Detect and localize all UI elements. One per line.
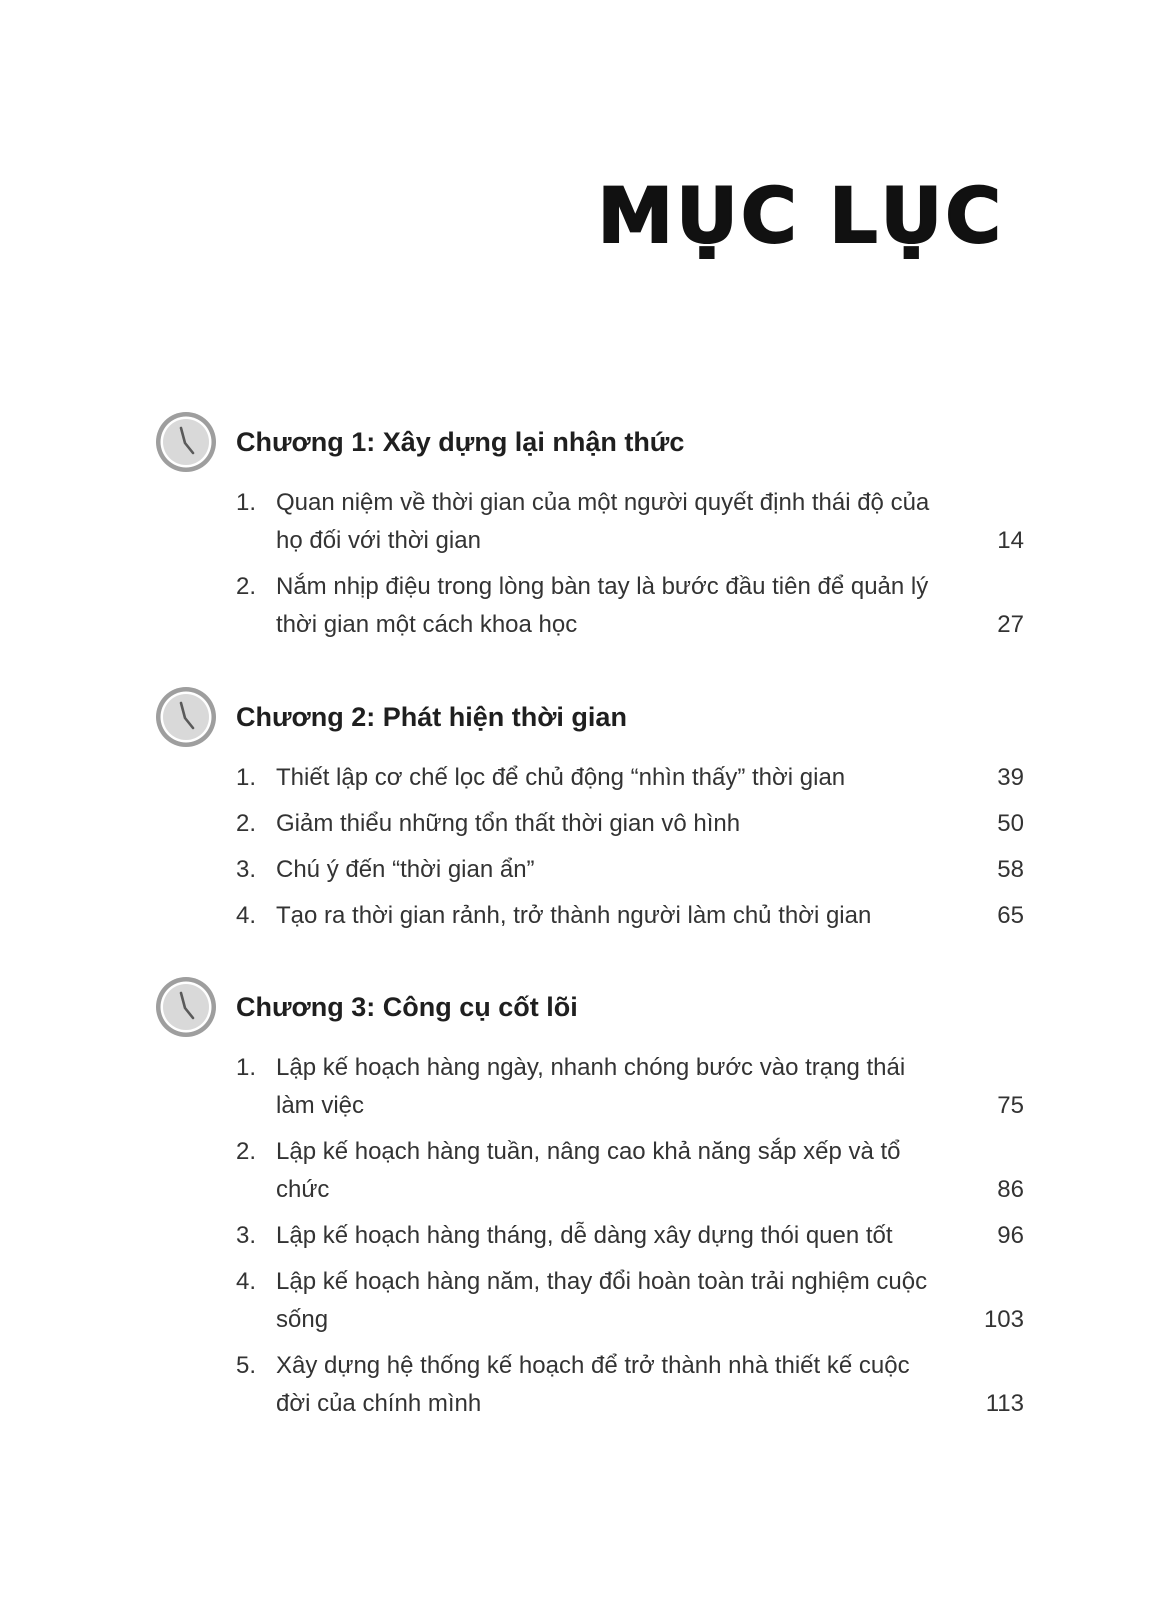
entry-number: 4. bbox=[236, 1268, 257, 1295]
entry-page-number: 50 bbox=[997, 810, 1024, 837]
entry-number: 1. bbox=[236, 1054, 257, 1081]
chapter-title: Chương 3: Công cụ cốt lõi bbox=[236, 992, 578, 1022]
page-title: MỤC LỤC bbox=[597, 171, 1004, 260]
entry-page-number: 39 bbox=[997, 764, 1024, 791]
entry-page-number: 14 bbox=[997, 527, 1024, 554]
entry-number: 1. bbox=[236, 489, 257, 516]
toc-entry[interactable] bbox=[0, 568, 1166, 644]
entry-title: Chú ý đến “thời gian ẩn” bbox=[276, 856, 535, 883]
toc-entry[interactable] bbox=[0, 1347, 1166, 1423]
toc-entry[interactable] bbox=[0, 759, 1166, 797]
entry-title: Giảm thiểu những tổn thất thời gian vô hình bbox=[276, 810, 741, 837]
entry-title: Nắm nhịp điệu trong lòng bàn tay là bước đầu tiên để quản lý thời gian một cách khoa học bbox=[276, 573, 929, 638]
clock-icon bbox=[154, 975, 218, 1039]
entry-page-number: 58 bbox=[997, 856, 1024, 883]
chapter-header bbox=[0, 685, 1166, 749]
entry-number: 2. bbox=[236, 810, 257, 837]
entry-number: 4. bbox=[236, 902, 257, 929]
entry-number: 2. bbox=[236, 573, 257, 600]
toc-entry[interactable] bbox=[0, 1263, 1166, 1339]
entry-title: Quan niệm về thời gian của một người quyết định thái độ của họ đối với thời gian bbox=[276, 489, 930, 554]
entry-number: 1. bbox=[236, 764, 257, 791]
chapter-title: Chương 2: Phát hiện thời gian bbox=[236, 702, 627, 732]
entry-title: Tạo ra thời gian rảnh, trở thành người làm chủ thời gian bbox=[276, 902, 872, 929]
entry-title: Lập kế hoạch hàng tuần, nâng cao khả năng sắp xếp và tổ chức bbox=[276, 1138, 901, 1203]
toc-entry[interactable] bbox=[0, 1133, 1166, 1209]
chapter-3 bbox=[0, 975, 1166, 1417]
entry-page-number: 113 bbox=[985, 1390, 1024, 1417]
toc-entry[interactable] bbox=[0, 805, 1166, 843]
chapter-header bbox=[0, 410, 1166, 474]
entry-page-number: 103 bbox=[983, 1306, 1024, 1333]
entry-page-number: 86 bbox=[997, 1176, 1024, 1203]
chapter-title: Chương 1: Xây dựng lại nhận thức bbox=[236, 427, 685, 457]
entry-page-number: 27 bbox=[997, 611, 1024, 638]
chapter-header bbox=[0, 975, 1166, 1039]
entry-number: 2. bbox=[236, 1138, 257, 1165]
entry-number: 5. bbox=[236, 1352, 257, 1379]
clock-icon bbox=[154, 685, 218, 749]
entry-title: Lập kế hoạch hàng năm, thay đổi hoàn toàn trải nghiệm cuộc sống bbox=[276, 1268, 928, 1333]
chapter-1 bbox=[0, 410, 1166, 638]
entry-page-number: 75 bbox=[997, 1092, 1024, 1119]
toc-entry[interactable] bbox=[0, 1049, 1166, 1125]
entry-title: Xây dựng hệ thống kế hoạch để trở thành nhà thiết kế cuộc đời của chính mình bbox=[276, 1352, 910, 1417]
toc-entry[interactable] bbox=[0, 1217, 1166, 1255]
entry-title: Lập kế hoạch hàng tháng, dễ dàng xây dựng thói quen tốt bbox=[276, 1222, 893, 1249]
entry-number: 3. bbox=[236, 1222, 257, 1249]
toc-entry[interactable] bbox=[0, 851, 1166, 889]
entry-page-number: 65 bbox=[997, 902, 1024, 929]
chapter-2 bbox=[0, 685, 1166, 929]
entry-page-number: 96 bbox=[997, 1222, 1024, 1249]
entry-number: 3. bbox=[236, 856, 257, 883]
toc-entry[interactable] bbox=[0, 897, 1166, 935]
clock-icon bbox=[154, 410, 218, 474]
entry-title: Lập kế hoạch hàng ngày, nhanh chóng bước vào trạng thái làm việc bbox=[276, 1054, 906, 1119]
entry-title: Thiết lập cơ chế lọc để chủ động “nhìn thấy” thời gian bbox=[276, 764, 846, 791]
toc-entry[interactable] bbox=[0, 484, 1166, 560]
